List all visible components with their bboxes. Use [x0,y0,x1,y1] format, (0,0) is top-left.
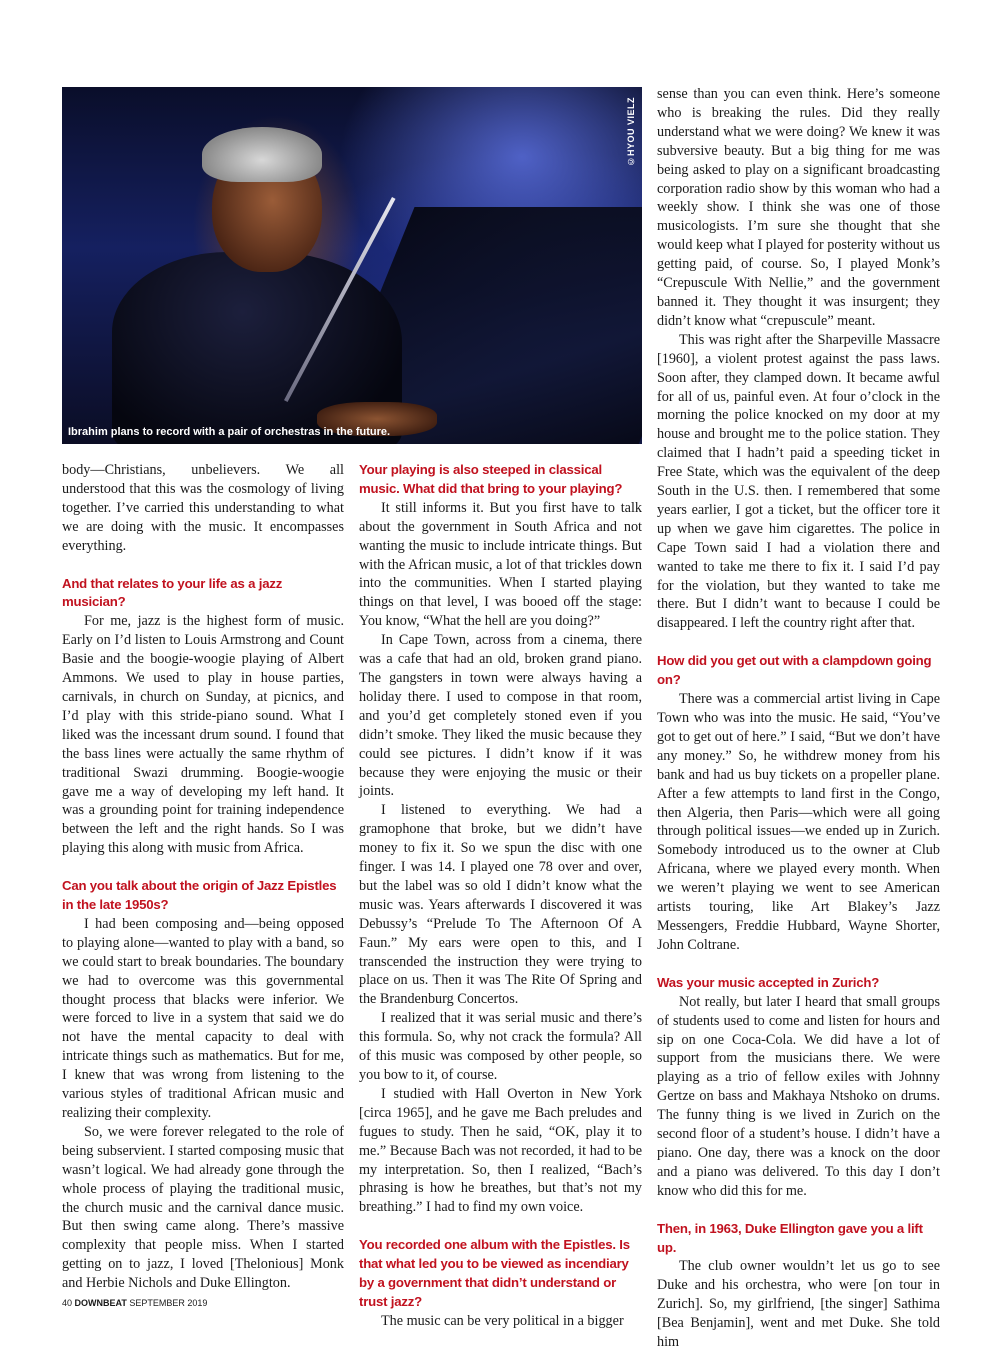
interview-question: Can you talk about the origin of Jazz Epistles in the late 1950s? [62,878,337,913]
body-paragraph: body—Christians, unbelievers. We all understood that this was the cosmology of living together. I’ve carried this understanding to what we are doing with the music. It encompasses everything. [62,462,344,554]
paragraph-gap [359,1217,642,1236]
photo-caption: Ibrahim plans to record with a pair of orchestras in the future. [68,426,391,438]
article-column-1 [62,461,344,1293]
paragraph-gap [657,633,940,652]
article-column-3 [657,85,940,1352]
interview-question: You recorded one album with the Epistles. Is that what led you to be viewed as incendiary by a government that didn’t understand or trust jazz? [359,1237,630,1309]
interview-question: How did you get out with a clampdown going on? [657,653,932,688]
paragraph-gap [62,858,344,877]
body-paragraph: I had been composing and—being opposed to playing alone—wanted to play with a band, so we could start to break boundaries. The boundary we had to overcome was this governmental thought process that blacks were inferior. We were forced to live in a system that said we do not have the mental capacity to deal with intricate things such as mathematics. But for me, I knew that was wrong from listening to the various styles of traditional African music and realizing their complexity. [62,915,344,1121]
magazine-name: DOWNBEAT [74,1298,127,1308]
body-paragraph: Not really, but later I heard that small groups of students used to come and listen for hours and sip on one Coca-Cola. We did have a lot of support from the musicians there. We were playing as a trio of fellow exiles with Johnny Gertze on bass and Makhaya Ntshoko on drums. The funny thing is we lived in Zurich on the second floor of a student’s house. I didn’t have a piano. One day, there was a knock on the door and a piano was delivered. To this day I don’t know who did this for me. [657,993,940,1199]
body-paragraph: I listened to everything. We had a gramophone that broke, but we didn’t have money to fix it. So we spun the disc with one finger. I was 14. I played one 78 over and over, but the label was so old I didn’t know what the music was. Years afterwards I discovered it was Debussy’s “Prelude To The Afternoon Of A Faun.” My ears were open to this, and I transcended the instruction they were trying to place on us. Then it was The Rite Of Spring and the Brandenburg Concertos. [359,802,642,1008]
page-footer [62,1298,207,1308]
body-paragraph: This was right after the Sharpeville Massacre [1960], a violent protest against the pass laws. Soon after, they clamped down. It became awful for all of us, painful even. At four o’clock in the morning the police knocked on my door at my house and brought me to the police station. They claimed that I hadn’t paid a speeding ticket in Free State, which was the equivalent of the deep South in the U.S. then. I remembered that some years earlier, I got a ticket, but the officer tore it up when we gave him cigarettes. The police in Cape Town said I had a violation there and wanted to take me there to fix it. I said I’d pay for the violation, but they wanted to take me there. But I didn’t want to because I could be disappeared. I left the country right after that. [657,331,940,632]
interview-question: Your playing is also steeped in classical music. What did that bring to your playing? [359,462,623,496]
photo-credit: ©HYOU VIELZ [626,97,636,167]
paragraph-gap [62,556,344,575]
body-paragraph: The club owner wouldn’t let us go to see Duke and his orchestra, who were [on tour in Zurich]. So, my girlfriend, [the singer] Sathima [Bea Benjamin], went and met Duke. She told him [657,1258,940,1351]
body-paragraph: I realized that it was serial music and there’s this formula. So, why not crack the formula? All of this music was composed by other people, so you bow to it, of course. [359,1010,642,1083]
interview-question: And that relates to your life as a jazz musician? [62,575,283,610]
body-paragraph: So, we were forever relegated to the role of being subservient. I started composing music that wasn’t logical. We had already gone through the whole process of playing the traditional music, the church music and the carnival dance music. But then swing came along. There’s massive complexity that people miss. When I started getting on to jazz, I loved [Thelonious] Monk and Herbie Nichols and Duke Ellington. [62,1123,344,1292]
body-paragraph: In Cape Town, across from a cinema, there was a cafe that had an old, broken grand piano. The gangsters in town were always having a holiday there. I used to compose in that room, and you’d get completely stoned even if you didn’t smoke. They liked the music because they could see pictures. I didn’t know if it was because they were enjoying the music or their joints. [359,632,642,800]
interview-question: Then, in 1963, Duke Ellington gave you a lift up. [657,1220,923,1255]
paragraph-gap [657,1201,940,1220]
issue-date: SEPTEMBER 2019 [129,1298,208,1308]
body-paragraph: The music can be very political in a bigger [381,1312,624,1329]
paragraph-gap [657,955,940,974]
body-paragraph: It still informs it. But you first have to talk about the government in South Africa and not wanting the music to include intricate things. But with the African music, a lot of that trickles down into the communities. When I started playing things on that level, I was booed off the stage: You know, “What the hell are you doing?” [359,499,642,630]
interview-question: Was your music accepted in Zurich? [657,974,880,990]
page-number: 40 [62,1298,73,1308]
body-paragraph: I studied with Hall Overton in New York [circa 1965], and he gave me Bach preludes and fugues to study. Then he said, “OK, play it to me.” Because Bach was not recorded, it had to be my interpretation. So, then I realized, “Bach’s phrasing is how he breathes, but that’s not my breathing.” I had to find my own voice. [359,1085,642,1216]
article-photo [62,87,642,444]
article-column-2 [359,461,642,1331]
pianist-hair-shape [202,127,322,182]
body-paragraph: For me, jazz is the highest form of music. Early on I’d listen to Louis Armstrong and Count Basie and the boogie-woogie playing of Albert Ammons. We used to play in house parties, carnivals, in church on Sunday, at picnics, and I’d play with this stride-piano sound. What I liked was the incessant drum sound. I found that the bass lines were actually the same rhythm of traditional Swazi drumming. Boogie-woogie gave me a way of developing my left hand. It was a grounding point for training independence between the left and the right hands. So I was playing this along with music from Africa. [62,613,344,857]
body-paragraph: sense than you can even think. Here’s someone who is breaking the rules. Did they really understand what we were doing? We knew it was subversive beauty. But a big thing for me was being asked to play on a significant broadcasting corporation radio show by this woman who had a weekly show. I think she was one of those musicologists. I’m sure she thought that she would keep what I played for posterity without us getting paid, of course. So, I played Monk’s “Crepuscule With Nellie,” and the government banned it. They thought it was insurgent; they didn’t know what “crepuscule” meant. [657,86,940,329]
body-paragraph: There was a commercial artist living in Cape Town who was into the music. He said, “You’ve got to get out of here.” I said, “But we don’t have any money.” So, he withdrew money from his bank and had us buy tickets on a propeller plane. After a few attempts to land first in the Congo, then Algeria, then Paris—which were all going through political issues—we ended up in Zurich. Somebody introduced us to the owner at Club Africana, where we played every month. When we weren’t playing we went to see American artists touring, like Art Blakey’s Jazz Messengers, Freddie Hubbard, Wayne Shorter, John Coltrane. [657,691,940,953]
